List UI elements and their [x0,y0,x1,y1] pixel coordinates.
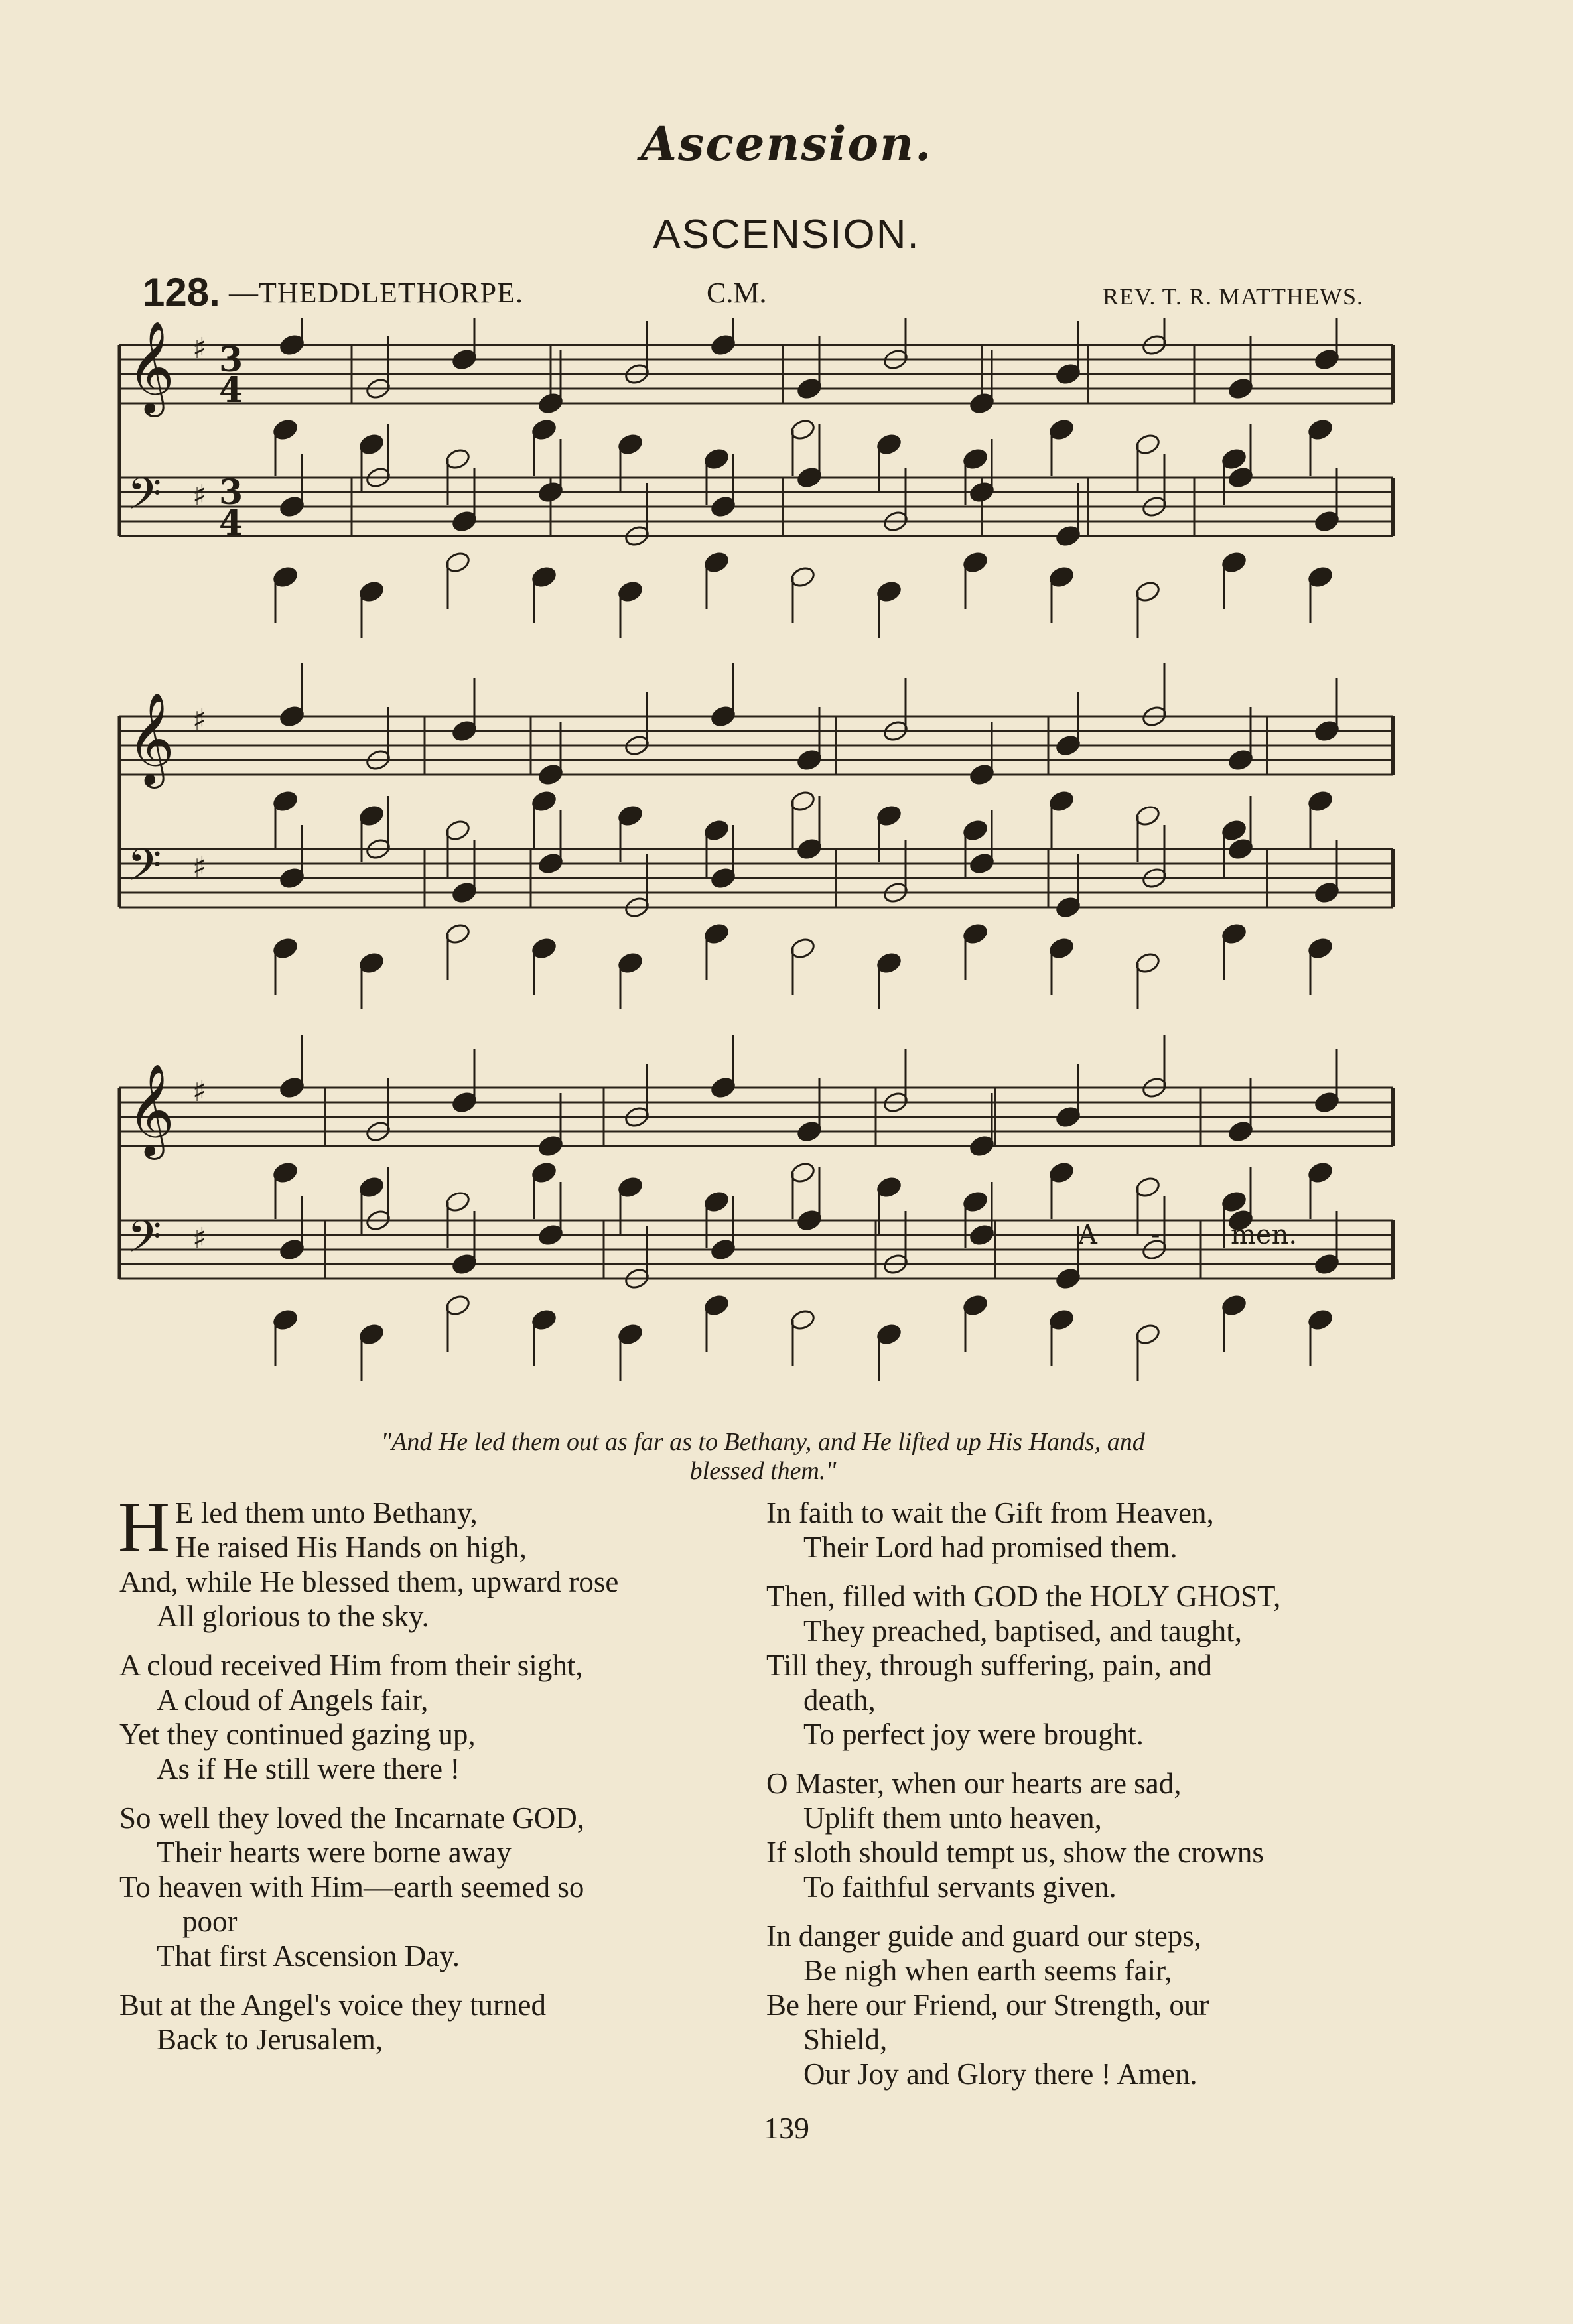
stanza [766,1766,1403,1904]
metre: C.M. [707,277,767,309]
amen-lyric-men: men. [1231,1220,1298,1250]
composer: REV. T. R. MATTHEWS. [1102,283,1363,310]
verse-line: They preached, baptised, and taught, [803,1614,1243,1647]
time-signature-bottom: 4 [219,370,243,411]
bass-clef: 𝄢 [127,1211,162,1273]
amen-lyric-a: A [1078,1220,1097,1250]
amen-lyric-dash: - [1151,1220,1160,1250]
verse-line: He raised His Hands on high, [175,1531,527,1564]
verse-line: Be here our Friend, our Strength, our [766,1988,1209,2022]
sharp-sign: ♯ [192,703,207,737]
verse-line: O Master, when our hearts are sad, [766,1767,1182,1800]
bass-clef: 𝄢 [127,840,162,901]
verse-line: To faithful servants given. [803,1870,1117,1904]
section-title: ASCENSION. [653,212,920,257]
verse-line: poor [182,1905,238,1938]
sharp-sign: ♯ [192,332,207,365]
sharp-sign: ♯ [192,479,207,513]
verse-line: A cloud of Angels fair, [157,1683,429,1716]
treble-clef: 𝄞 [127,1064,174,1156]
tune-name: —THEDDLETHORPE. [229,277,523,309]
time-signature-top: 3 [219,340,243,380]
verse-line: As if He still were there ! [157,1752,460,1785]
verse-line: All glorious to the sky. [157,1600,429,1633]
verse-line: Uplift them unto heaven, [803,1801,1102,1835]
verse-line: Their hearts were borne away [157,1836,512,1869]
staff-lines [119,321,1393,1279]
running-head: Ascension. [640,116,933,171]
verse-line: And, while He blessed them, upward rose [119,1565,619,1598]
treble-clef: 𝄞 [127,321,174,413]
sharp-sign: ♯ [192,1074,207,1108]
stanza [766,1496,1403,1565]
verse-line: Till they, through suffering, pain, and [766,1649,1213,1682]
verse-line: To perfect joy were brought. [803,1718,1144,1751]
stanza [766,1919,1403,2091]
time-signature-top: 3 [219,472,243,513]
verse-line: Our Joy and Glory there ! Amen. [803,2057,1197,2091]
stanza [119,1988,743,2057]
music-score [0,318,1573,1446]
verse-line: But at the Angel's voice they turned [119,1988,546,2022]
verse-line: So well they loved the Incarnate GOD, [119,1801,585,1835]
verse-line: In danger guide and guard our steps, [766,1919,1202,1953]
hymn-number: 128. [143,270,220,314]
sharp-sign: ♯ [192,1222,207,1256]
stanza [119,1801,743,1973]
page-number: 139 [764,2111,809,2145]
verses-right-column [766,1496,1403,2106]
verse-line: Be nigh when earth seems fair, [803,1954,1172,1987]
verse-line: E led them unto Bethany, [175,1496,478,1529]
verse-line: death, [803,1683,876,1716]
verse-line: Yet they continued gazing up, [119,1718,476,1751]
stanza [766,1579,1403,1752]
bass-clef: 𝄢 [127,468,162,530]
stanza [118,1488,743,1634]
verse-line: A cloud received Him from their sight, [119,1649,583,1682]
epigraph-line-2: blessed them." [689,1457,837,1485]
epigraph-line-1: "And He led them out as far as to Bethany, and He lifted up His Hands, and [381,1428,1145,1456]
verses-left-column [118,1488,743,2071]
epigraph [166,1427,1360,1486]
verse-line: Back to Jerusalem, [157,2023,383,2056]
hymn-heading [143,270,1363,320]
verse-line: In faith to wait the Gift from Heaven, [766,1496,1214,1529]
verse-line: Shield, [803,2023,888,2056]
verse-line: To heaven with Him—earth seemed so [119,1870,584,1904]
drop-cap: H [118,1488,170,1567]
sharp-sign: ♯ [192,850,207,884]
time-signature-bottom: 4 [219,503,243,543]
verse-line: That first Ascension Day. [157,1939,460,1972]
stanza [119,1648,743,1786]
verse-line: If sloth should tempt us, show the crowns [766,1836,1264,1869]
verse-line: Then, filled with GOD the HOLY GHOST, [766,1580,1281,1613]
treble-clef: 𝄞 [127,692,174,785]
verse-line: Their Lord had promised them. [803,1531,1178,1564]
